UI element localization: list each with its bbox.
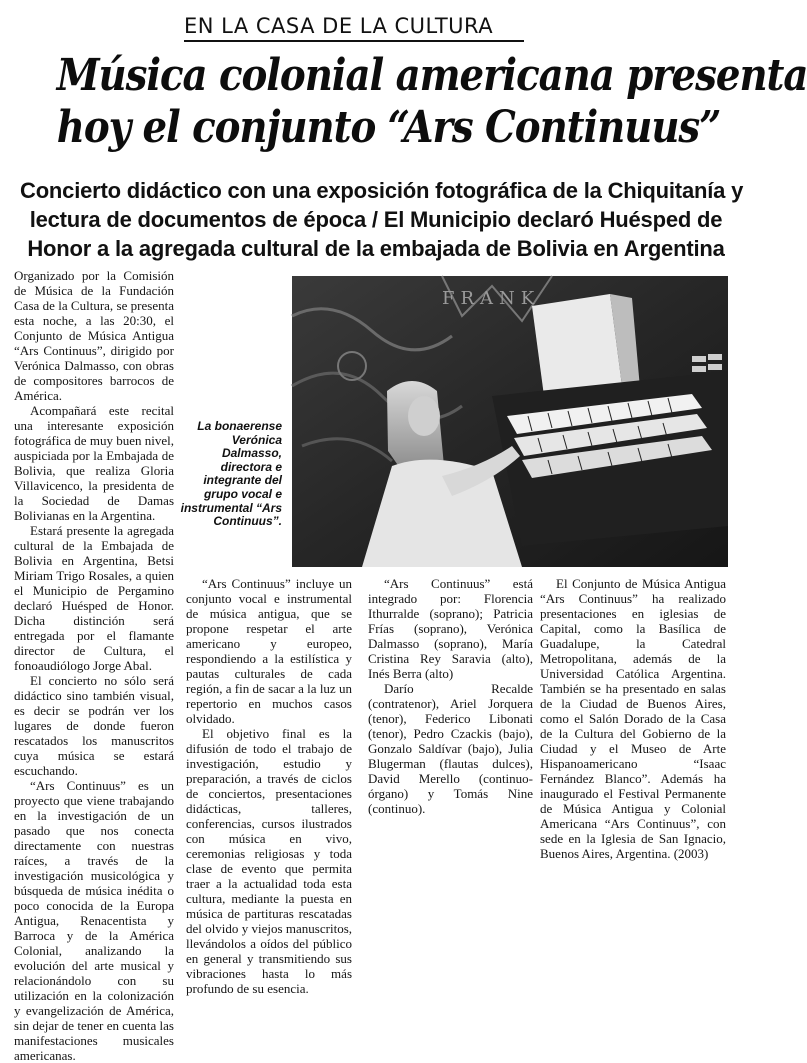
- article-column-3: [368, 576, 533, 984]
- paragraph: Darío Recalde (contratenor), Ariel Jorquera (tenor), Federico Libonati (tenor), Pedro Czackis (bajo), Gonzalo Saldívar (bajo), Julia Blugerman (flautas dulces), David Merello (continuo-órgano) y Tomás Nine (continuo).: [368, 681, 533, 816]
- paragraph: “Ars Continuus” es un proyecto que viene trabajando en la investigación de un pasado que nos conecta directamente con nuestras raíces, a través de la investigación musicológica y búsqueda de música inédita o poco conocida de la Europa Antigua, Renacentista y Barroca y de la América Colonial, analizando la evolución del arte musical y relacionándolo con su utilización en la colonización y evangelización de América, sin dejar de tener en cuenta las manifestaciones musicales americanas.: [14, 778, 174, 1063]
- photo-caption: La bonaerense Verónica Dalmasso, directora e integrante del grupo vocal e instrumental “Ars Continuus”.: [180, 419, 282, 529]
- paragraph: Acompañará este recital una interesante exposición fotográfica de muy buen nivel, auspiciada por la Embajada de Bolivia, que realiza Gloria Villavicenco, la presidenta de la Sociedad de Damas Bolivianas en la Argentina.: [14, 403, 174, 523]
- paragraph: “Ars Continuus” incluye un conjunto vocal e instrumental de música antigua, que se propone respetar el arte americano y europeo, respondiendo a la estilística y pautas culturales de cada región, a fin de sacar a la luz un repertorio en muchos casos olvidado.: [186, 576, 352, 726]
- subheadline: [20, 176, 744, 263]
- subheadline-line-2: lectura de documentos de época / El Municipio declaró Huésped de: [29, 207, 723, 232]
- paragraph: Organizado por la Comisión de Música de la Fundación Casa de la Cultura, se presenta esta noche, a las 20:30, el Conjunto de Música Antigua “Ars Continuus”, dirigido por Verónica Dalmasso, con obras de compositores barrocos de América.: [14, 268, 174, 403]
- article-column-2: [186, 576, 352, 996]
- headline-line-2: hoy el conjunto “Ars Continuus”: [56, 102, 721, 153]
- paragraph: El Conjunto de Música Antigua “Ars Continuus” ha realizado presentaciones en iglesias de Capital, como la Basílica de Guadalupe, la Catedral Metropolitana, además de la Universidad Católica Argentina. También se ha presentado en salas de la Ciudad de Buenos Aires, como el Salón Dorado de la Casa de la Cultura del Gobierno de la Ciudad y el Museo de Arte Hispanoamericano “Isaac Fernández Blanco”. Además ha inaugurado el Festival Permanente de Música Antigua y Colonial Americana “Ars Continuus”, con sede en la Iglesia de San Ignacio, Buenos Aires, Argentina. (2003): [540, 576, 726, 861]
- paragraph: El objetivo final es la difusión de todo el trabajo de investigación, estudio y preparación, a través de ciclos de conciertos, presentaciones didácticas, talleres, conferencias, cursos ilustrados con música en vivo, ceremonias religiosas y toda clase de evento que permita traer a la actualidad toda esta cultura, mediante la puesta en música de partituras rescatadas del olvido y viejos manuscritos, llevándolos a oídos del público en general y transmitiendo sus vibraciones hasta lo más profundo de su esencia.: [186, 726, 352, 996]
- subheadline-line-1: Concierto didáctico con una exposición fotográfica de la Chiquitanía y: [20, 178, 744, 203]
- column-1-narrow: [14, 268, 174, 1063]
- paragraph: El concierto no sólo será didáctico sino también visual, es decir se podrán ver los lugares de donde fueron rescatados los manuscritos cuya música se estará escuchando.: [14, 673, 174, 778]
- paragraph: Estará presente la agregada cultural de la Embajada de Bolivia en Argentina, Betsi Miriam Trigo Rosales, a quien el Municipio de Pergamino declaró Huésped de Honor. Dicha distinción será entregada por el flamante director de Cultura, el fonoaudiólogo Jorge Abal.: [14, 523, 174, 673]
- paragraph: “Ars Continuus” está integrado por: Florencia Ithurralde (soprano); Patricia Frías (soprano), Verónica Dalmasso (soprano), María Cristina Rey Saravia (alto), Inés Berra (alto): [368, 576, 533, 681]
- subheadline-line-3: Honor a la agregada cultural de la embajada de Bolivia en Argentina: [27, 236, 725, 261]
- section-kicker: EN LA CASA DE LA CULTURA: [184, 14, 494, 38]
- photo-illustration: [292, 276, 728, 567]
- article-column-4: [540, 576, 726, 861]
- headline: [56, 50, 807, 154]
- wall-lettering: FRANK: [442, 288, 541, 309]
- kicker-underline: [184, 40, 524, 42]
- headline-line-1: Música colonial americana presenta: [56, 50, 807, 101]
- photo-organist: [292, 276, 728, 567]
